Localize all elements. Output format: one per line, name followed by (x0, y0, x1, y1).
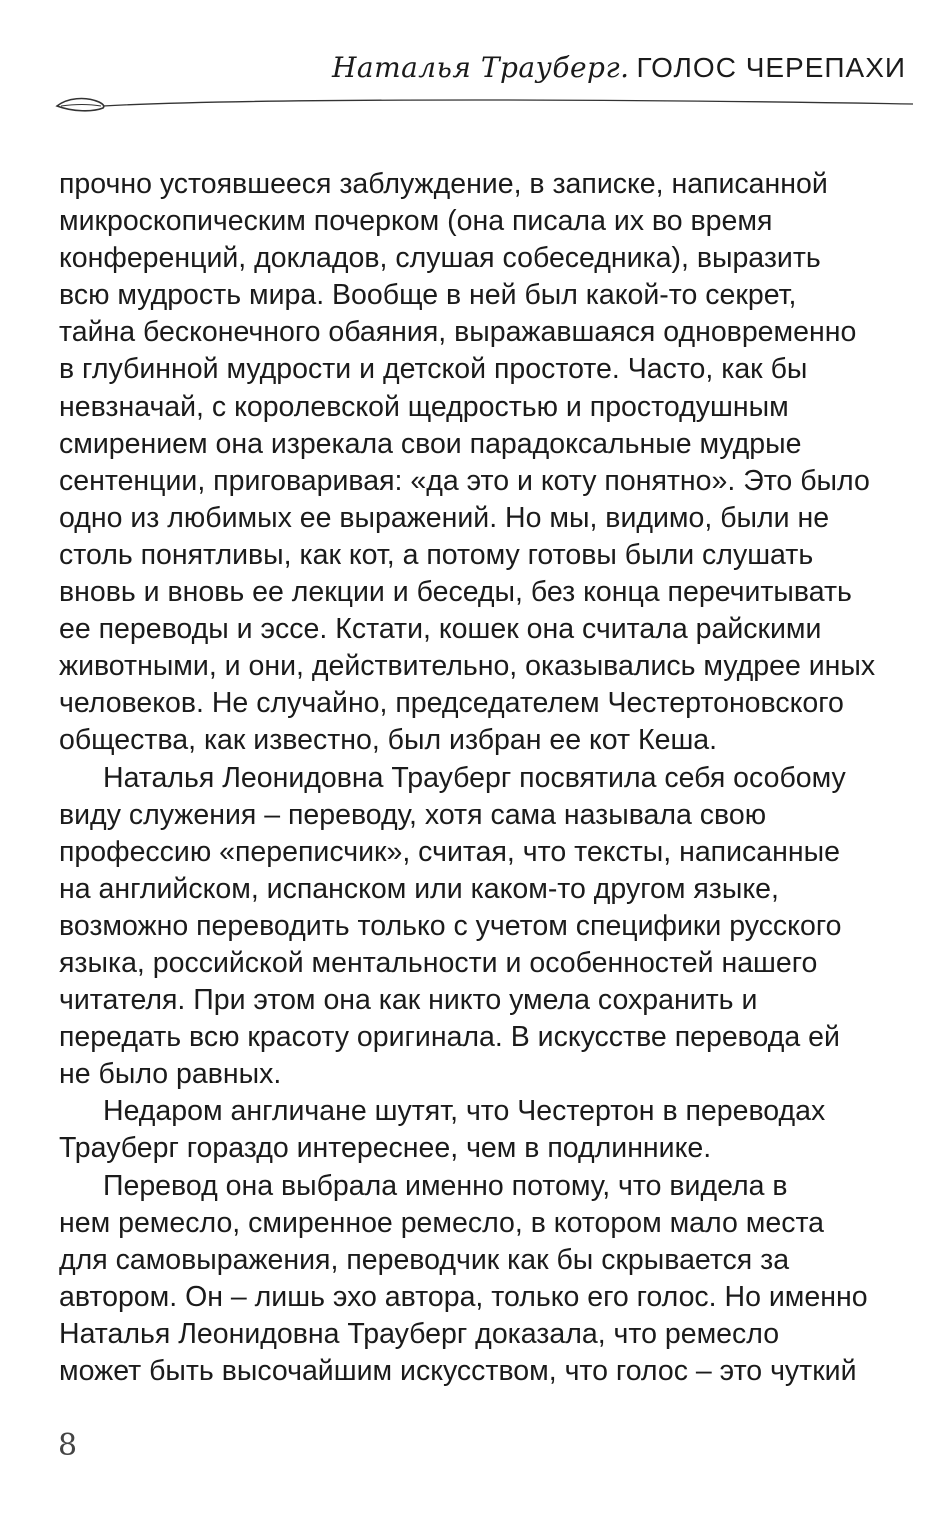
text-line: всю мудрость мира. Вообще в ней был какой-то секрет, (59, 279, 797, 312)
text-line: животными, и они, действительно, оказывались мудрее иных (59, 650, 876, 683)
text-line: для самовыражения, переводчик как бы скрывается за (59, 1243, 790, 1276)
text-line: одно из любимых ее выражений. Но мы, видимо, были не (59, 501, 830, 534)
text-line: сентенции, приговаривая: «да это и коту понятно». Это было (59, 464, 870, 497)
text-line: человеков. Не случайно, председателем Честертоновского (59, 687, 844, 720)
running-head (332, 50, 906, 87)
text-line: конференций, докладов, слушая собеседника), выразить (59, 242, 821, 275)
text-line: читателя. При этом она как никто умела сохранить и (59, 984, 758, 1017)
text-line: возможно переводить только с учетом специфики русского (59, 909, 842, 942)
running-head-author: Наталья Трауберг. (331, 51, 630, 84)
text-line: невзначай, с королевской щедростью и простодушным (59, 390, 789, 423)
text-line: общества, как известно, был избран ее кот Кеша. (59, 724, 718, 757)
text-line: ее переводы и эссе. Кстати, кошек она считала райскими (59, 613, 822, 646)
text-line: не было равных. (59, 1058, 282, 1091)
paragraph-first-line: Недаром англичане шутят, что Честертон в переводах (103, 1095, 826, 1128)
text-line: может быть высочайшим искусством, что голос – это чуткий (59, 1355, 857, 1387)
text-line: профессию «переписчик», считая, что тексты, написанные (59, 835, 840, 868)
text-line: в глубинной мудрости и детской простоте. Часто, как бы (59, 353, 808, 386)
text-line: микроскопическим почерком (она писала их во время (59, 205, 773, 238)
page-number: 8 (58, 1428, 78, 1463)
paragraph-first-line: Перевод она выбрала именно потому, что видела в (103, 1169, 788, 1202)
header-rule-ornament (55, 90, 915, 120)
text-line: столь понятливы, как кот, а потому готовы были слушать (59, 538, 814, 571)
text-line: на английском, испанском или каком-то другом языке, (59, 872, 779, 905)
text-line: тайна бесконечного обаяния, выражавшаяся одновременно (59, 316, 857, 349)
text-line: смирением она изрекала свои парадоксальные мудрые (59, 427, 802, 460)
text-line: языка, российской ментальности и особенностей нашего (59, 946, 818, 979)
text-line: Трауберг гораздо интереснее, чем в подлиннике. (59, 1132, 712, 1165)
text-line: нем ремесло, смиренное ремесло, в котором мало места (59, 1206, 825, 1239)
running-head-book-title: ГОЛОС ЧЕРЕПАХИ (636, 52, 906, 83)
text-line: виду служения – переводу, хотя сама называла свою (59, 798, 767, 831)
text-line: прочно устоявшееся заблуждение, в записке, написанной (59, 168, 828, 200)
paragraph-first-line: Наталья Леонидовна Трауберг посвятила себя особому (103, 761, 846, 794)
text-line: автором. Он – лишь эхо автора, только его голос. Но именно (59, 1280, 868, 1313)
text-line: Наталья Леонидовна Трауберг доказала, что ремесло (59, 1317, 780, 1350)
text-line: вновь и вновь ее лекции и беседы, без конца перечитывать (59, 576, 852, 609)
text-line: передать всю красоту оригинала. В искусстве перевода ей (59, 1021, 840, 1054)
main-text (59, 166, 914, 1390)
